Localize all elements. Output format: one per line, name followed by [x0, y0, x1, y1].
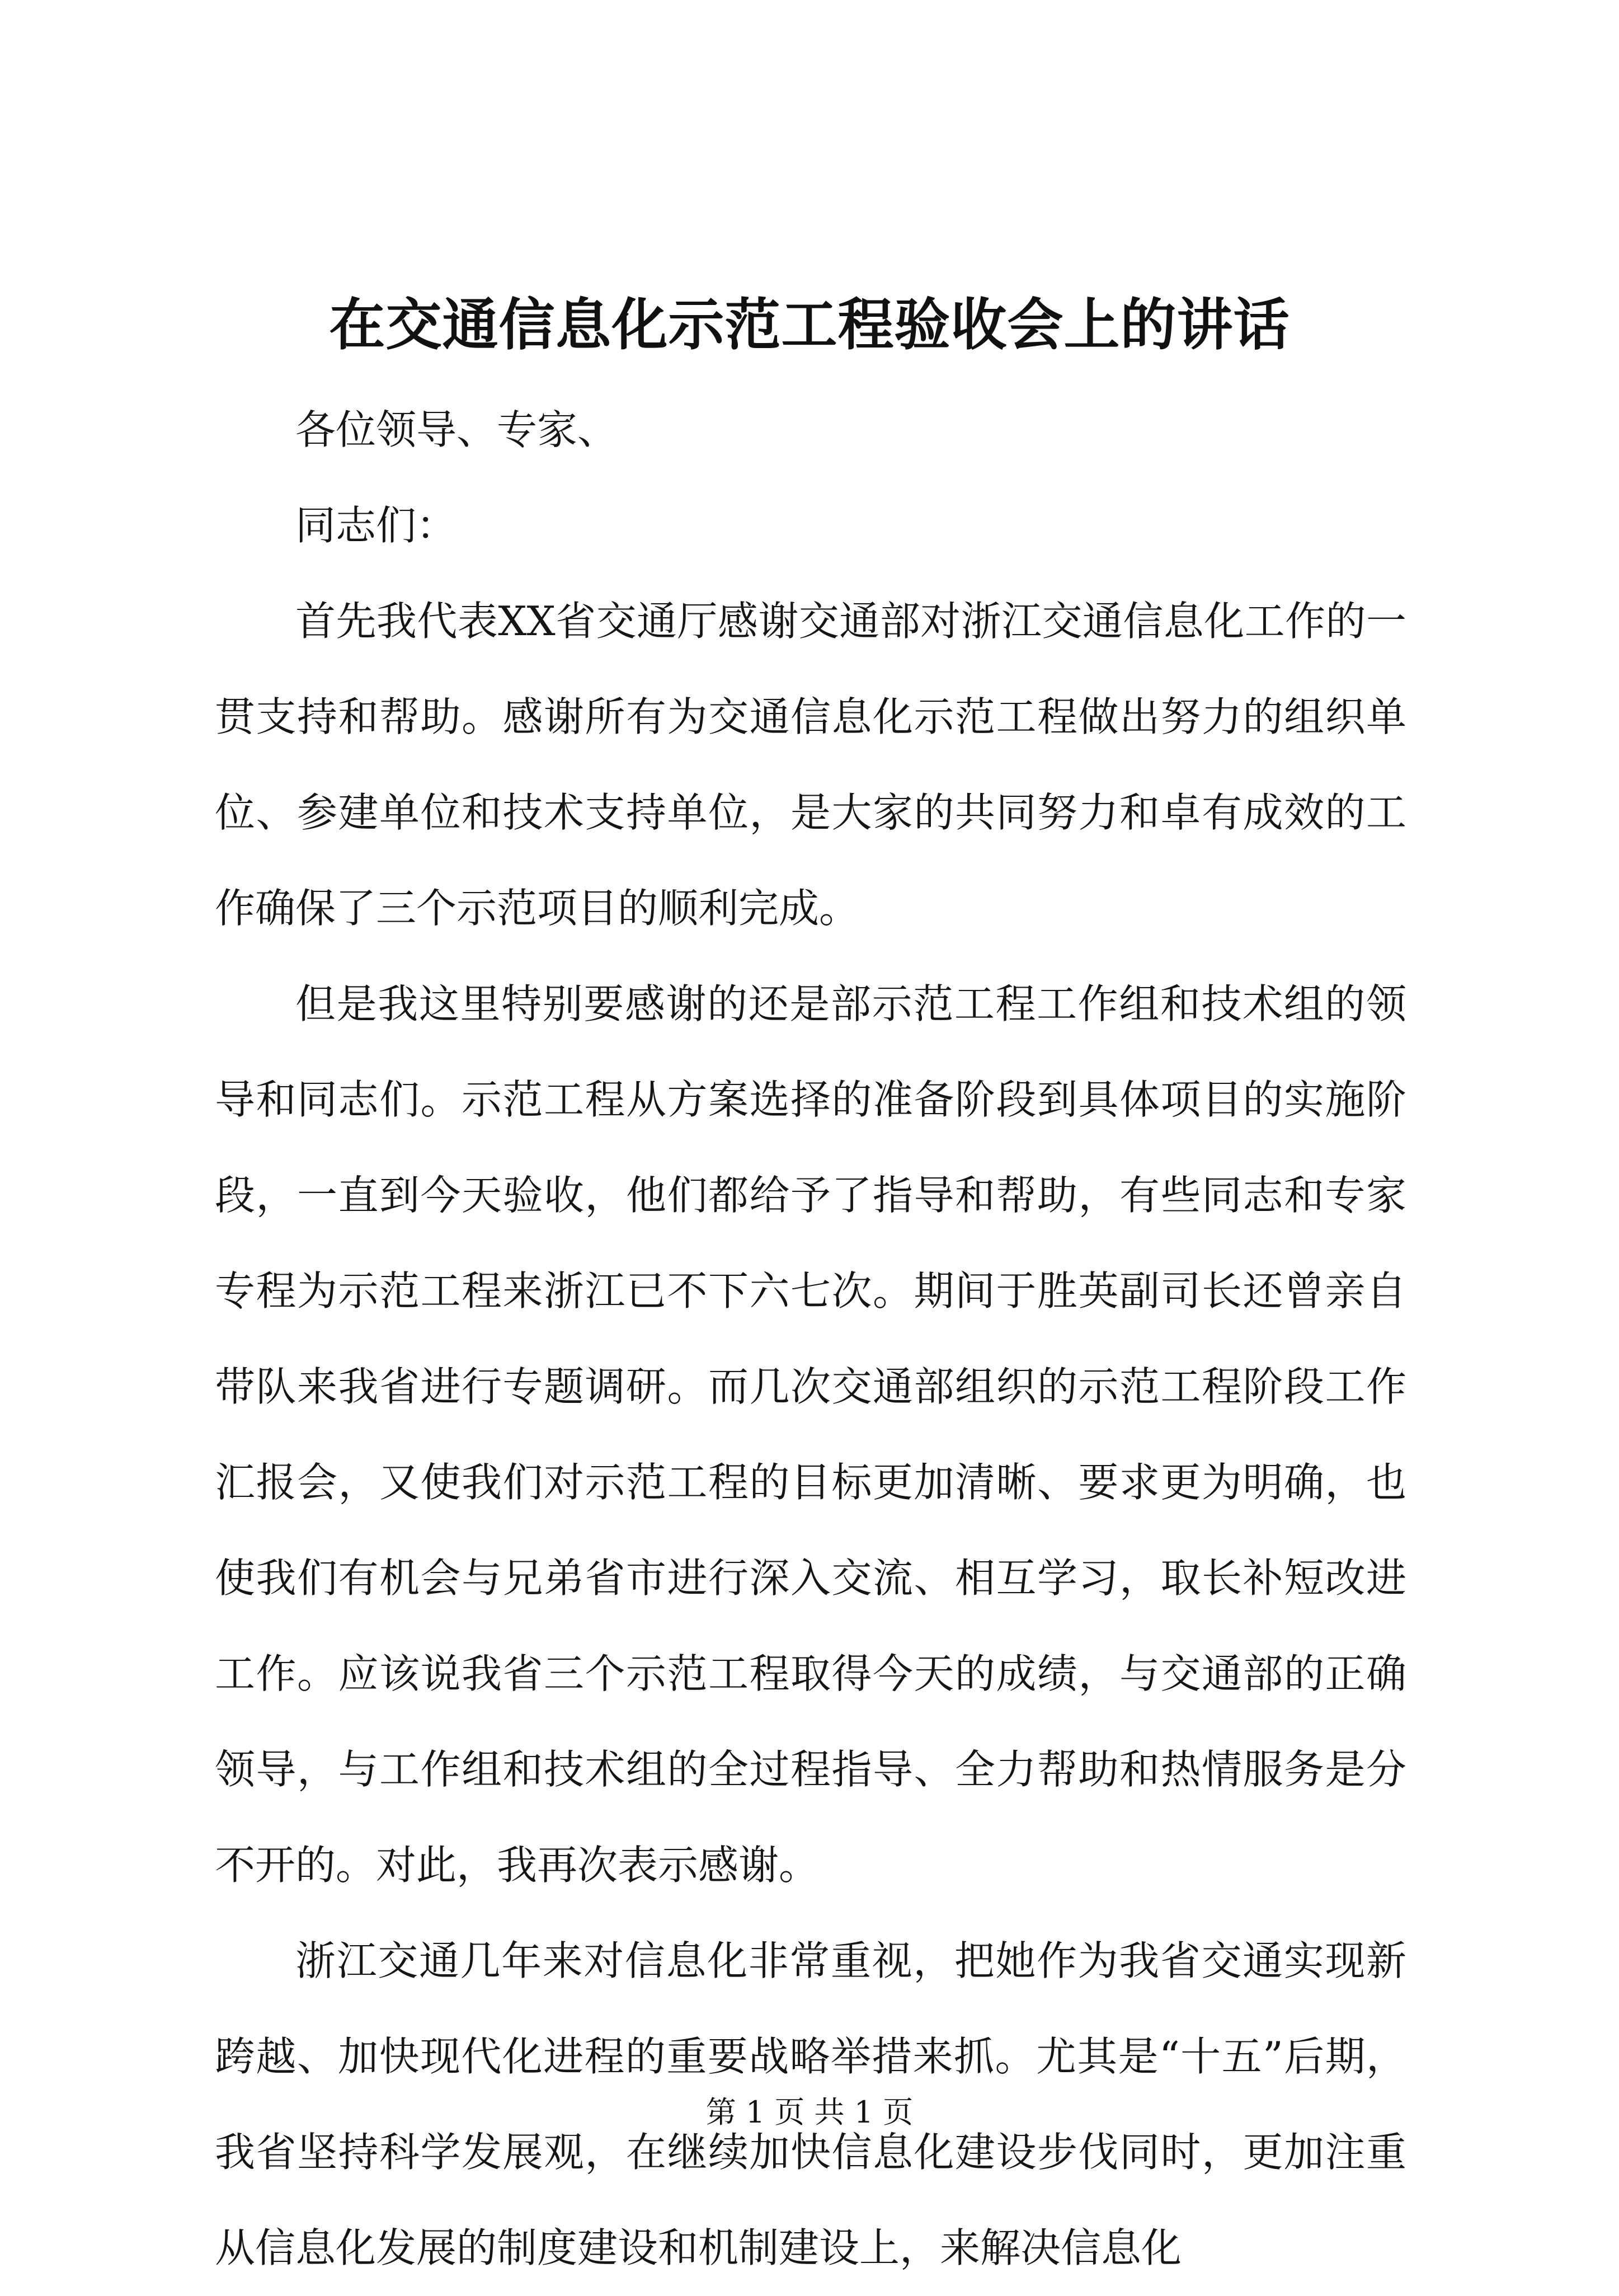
salutation-line-2: 同志们：	[295, 502, 457, 549]
document-body	[215, 382, 1406, 2296]
salutation-line-1: 各位领导、专家、	[295, 406, 618, 453]
document-title: 在交通信息化示范工程验收会上的讲话	[329, 292, 1290, 358]
body-paragraph-2: 但是我这里特别要感谢的还是部示范工程工作组和技术组的领导和同志们。示范工程从方案选择的准备阶段到具体项目的实施阶段，一直到今天验收，他们都给予了指导和帮助，有些同志和专家专程为示范工程来浙江已不下六七次。期间于胜英副司长还曾亲自带队来我省进行专题调研。而几次交通部组织的示范工程阶段工作汇报会，又使我们对示范工程的目标更加清晰、要求更为明确，也使我们有机会与兄弟省市进行深入交流、相互学习，取长补短改进工作。应该说我省三个示范工程取得今天的成绩，与交通部的正确领导，与工作组和技术组的全过程指导、全力帮助和热情服务是分不开的。对此，我再次表示感谢。	[215, 980, 1406, 1889]
body-paragraph-3: 浙江交通几年来对信息化非常重视，把她作为我省交通实现新跨越、加快现代化进程的重要战略举措来抓。尤其是“十五”后期，我省坚持科学发展观，在继续加快信息化建设步伐同时，更加注重从信息化发展的制度建设和机制建设上，来解决信息化	[215, 1937, 1406, 2271]
page-footer: 第 1 页 共 1 页	[705, 2095, 914, 2130]
body-paragraph-1: 首先我代表XX省交通厅感谢交通部对浙江交通信息化工作的一贯支持和帮助。感谢所有为交通信息化示范工程做出努力的组织单位、参建单位和技术支持单位，是大家的共同努力和卓有成效的工作确保了三个示范项目的顺利完成。	[215, 598, 1406, 932]
